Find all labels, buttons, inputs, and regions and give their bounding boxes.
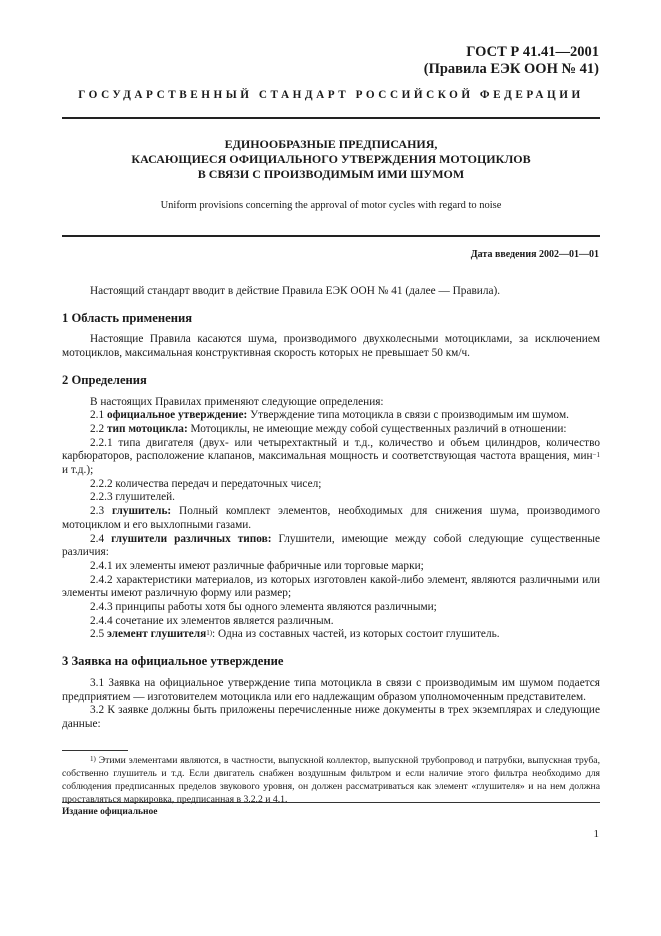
section-3-1: 3.1 Заявка на официальное утверждение типа мотоцикла в связи с производимым им шумом подается предприятием — изготовителем мотоцикла или его надлежащим образом уполномоченным представителем. [62, 676, 600, 703]
section-2-intro: В настоящих Правилах применяют следующие определения: [90, 395, 384, 408]
definition-2-4-3: 2.4.3 принципы работы хотя бы одного элемента являются различными; [90, 601, 437, 614]
definition-2-4-1: 2.4.1 их элементы имеют различные фабричные или торговые марки; [90, 559, 424, 572]
title-line-2: КАСАЮЩИЕСЯ ОФИЦИАЛЬНОГО УТВЕРЖДЕНИЯ МОТОЦИКЛОВ [131, 152, 531, 166]
introduction-date: Дата введения 2002—01—01 [470, 249, 599, 260]
definition-2-2-1-superscript: −1 [592, 451, 600, 460]
definition-2-3-term: глушитель: [111, 505, 172, 518]
section-2-heading: 2 Определения [62, 372, 147, 387]
definition-2-4-4: 2.4.4 сочетание их элементов является различным. [90, 614, 334, 627]
definition-2-1-text: Утверждение типа мотоцикла в связи с производимым им шумом. [247, 409, 569, 422]
definition-2-5 [62, 628, 600, 642]
standard-code-line2: (Правила ЕЭК ООН № 41) [423, 61, 599, 77]
section-1-heading: 1 Область применения [62, 310, 193, 325]
edition-label: Издание официальное [62, 807, 158, 817]
definition-2-5-number: 2.5 [90, 628, 105, 641]
edition-divider [62, 802, 600, 803]
definition-2-2-3: 2.2.3 глушителей. [90, 491, 175, 504]
title-divider [62, 235, 600, 237]
standard-code-line1: ГОСТ Р 41.41—2001 [466, 44, 599, 60]
footnote-reference[interactable]: 1) [206, 629, 213, 638]
definition-2-2-1 [62, 437, 600, 478]
title-line-1: ЕДИНООБРАЗНЫЕ ПРЕДПИСАНИЯ, [224, 137, 438, 151]
definition-2-2-1-text: 2.2.1 типа двигателя (двух- или четырехтактный и т.д., количество и объем цилиндров, количество карбюраторов, расположение клапанов, максимальная мощность и соответствующая частота вращения, мин [62, 436, 600, 463]
definition-2-3-text: Полный комплект элементов, необходимых для снижения шума, производимого мотоциклом и его выхлопными газами. [62, 505, 600, 531]
definition-2-2 [62, 423, 600, 437]
section-1-text: Настоящие Правила касаются шума, производимого двухколесными мотоциклами, за исключением мотоциклов, максимальная конструктивная скорость которых не превышает 50 км/ч. [62, 333, 600, 360]
footnote [62, 754, 600, 806]
footnote-text: Этими элементами являются, в частности, выпускной коллектор, выпускной трубопровод и патрубки, выпускная труба, собственно глушитель и т.д. Если двигатель снабжен воздушным фильтром и если наличие этого фильтра необходимо для соблюдения предписанных пределов звукового уровня, он должен рассматриваться как элемент «глушителя» и на нем должна проставляться маркировка, предписанная в 3.2.2 и 4.1. [62, 755, 600, 805]
definition-2-1-term: официальное утверждение: [106, 409, 248, 422]
top-divider [62, 117, 600, 119]
definition-2-4-text: Глушители, имеющие между собой следующие существенные различия: [62, 532, 600, 559]
definition-2-4-number: 2.4 [90, 532, 105, 545]
standard-code [424, 44, 599, 78]
definition-2-3-number: 2.3 [90, 505, 105, 518]
definition-2-3 [62, 505, 600, 532]
page-number: 1 [593, 828, 599, 840]
definition-2-2-text: Мотоциклы, не имеющие между собой существенных различий в отношении: [187, 422, 567, 435]
definition-2-2-2: 2.2.2 количества передач и передаточных чисел; [90, 477, 322, 490]
definition-2-5-term: элемент глушителя [106, 628, 207, 641]
definition-2-1 [62, 409, 600, 423]
definition-2-2-term: тип мотоцикла: [106, 422, 188, 435]
definition-2-2-1-tail: и т.д.); [62, 464, 94, 477]
section-3-2: 3.2 К заявке должны быть приложены перечисленные ниже документы в трех экземплярах и следующие данные: [62, 704, 600, 730]
definition-2-5-text: : Одна из составных частей, из которых состоит глушитель. [212, 628, 500, 641]
definition-2-4-2: 2.4.2 характеристики материалов, из которых изготовлен какой-либо элемент, являются различными или элементы имеют различную форму или размер; [62, 573, 600, 600]
section-3-heading: 3 Заявка на официальное утверждение [62, 654, 284, 669]
state-standard-title: ГОСУДАРСТВЕННЫЙ СТАНДАРТ РОССИЙСКОЙ ФЕДЕРАЦИИ [78, 89, 584, 101]
footnote-divider [62, 750, 128, 751]
definition-2-4-term: глушители различных типов: [111, 532, 272, 545]
english-title: Uniform provisions concerning the approval of motor cycles with regard to noise [160, 200, 502, 211]
definition-2-4 [62, 533, 600, 560]
definition-2-2-number: 2.2 [90, 422, 105, 435]
title-line-3: В СВЯЗИ С ПРОИЗВОДИМЫМ ИМИ ШУМОМ [197, 167, 465, 181]
definition-2-1-number: 2.1 [90, 409, 105, 422]
document-body [62, 285, 600, 732]
footnote-marker: 1) [90, 755, 96, 763]
intro-paragraph: Настоящий стандарт вводит в действие Правила ЕЭК ООН № 41 (далее — Правила). [90, 285, 501, 297]
document-title [62, 137, 600, 182]
